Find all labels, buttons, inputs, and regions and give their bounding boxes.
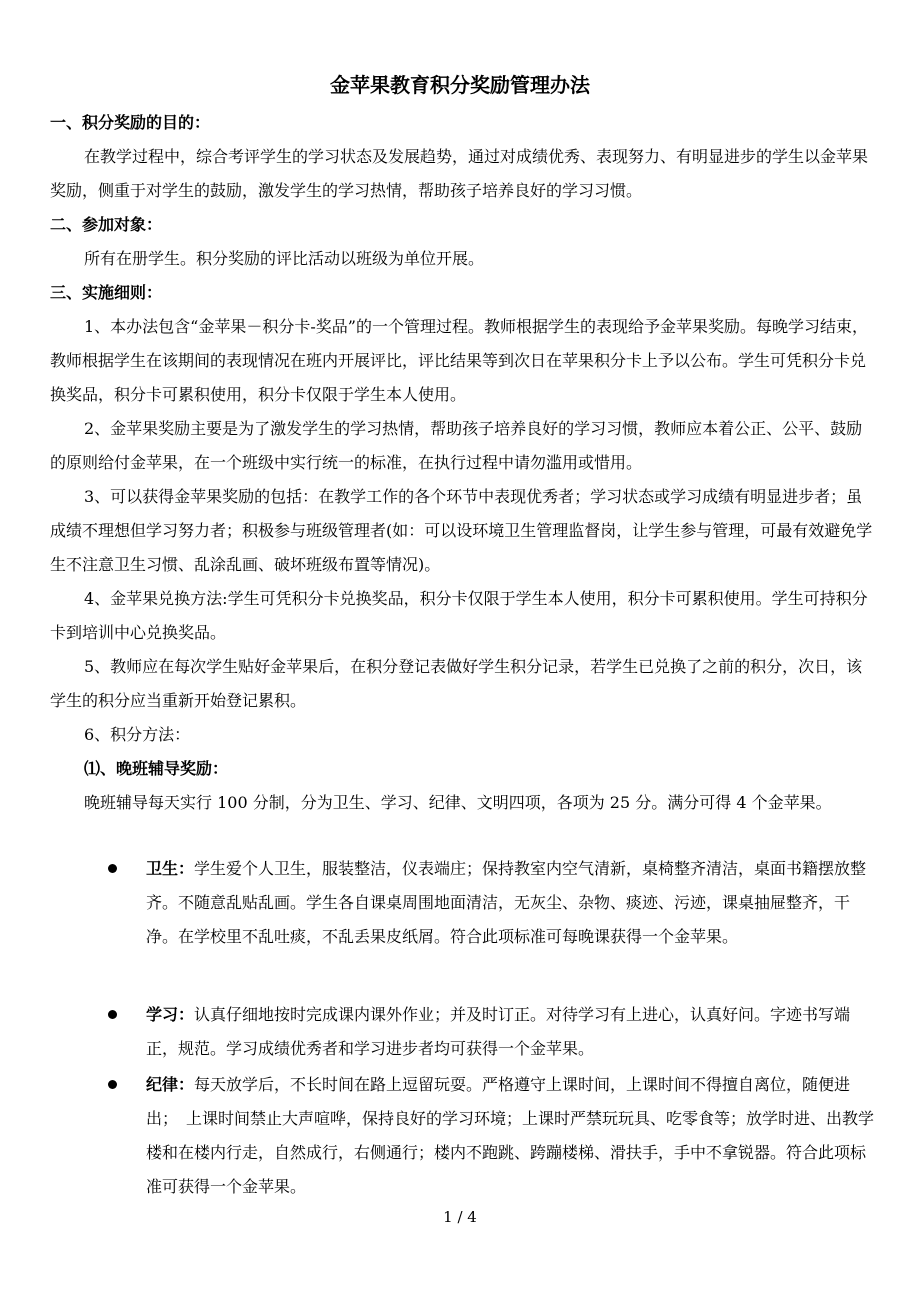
section-2-text: 所有在册学生。积分奖励的评比活动以班级为单位开展。 — [84, 249, 485, 268]
bullet-dot-icon — [108, 1010, 117, 1019]
section-1-heading: 一、积分奖励的目的： — [50, 113, 211, 132]
bullet-label: 卫生： — [146, 859, 195, 878]
bullet-dot-icon — [108, 1080, 117, 1089]
bullet-text: 认真仔细地按时完成课内课外作业；并及时订正。对待学习有上进心，认真好问。字迹书写端正，规范。学习成绩优秀者和学习进步者均可获得一个金苹果。 — [146, 1005, 851, 1058]
rule-2: 2、金苹果奖励主要是为了激发学生的学习热情，帮助孩子培养良好的学习习惯，教师应本着公正、公平、鼓励的原则给付金苹果，在一个班级中实行统一的标准，在执行过程中请勿滥用或惜用。 — [50, 419, 863, 472]
section-3-heading: 三、实施细则： — [50, 283, 163, 302]
page-title: 金苹果教育积分奖励管理办法 — [330, 73, 590, 97]
bullet-label: 纪律： — [146, 1075, 195, 1094]
section-2-heading: 二、参加对象： — [50, 215, 163, 234]
bullet-text: 学生爱个人卫生，服装整洁，仪表端庄；保持教室内空气清新，桌椅整齐清洁，桌面书籍摆放整齐。不随意乱贴乱画。学生各自课桌周围地面清洁，无灰尘、杂物、痰迹、污迹，课桌抽屉整齐，干净。在学校里不乱吐痰，不乱丢果皮纸屑。符合此项标准可每晚课获得一个金苹果。 — [146, 859, 867, 946]
bullet-dot-icon — [108, 864, 117, 873]
page-number: 1 / 4 — [443, 1208, 477, 1226]
bullet-text: 每天放学后，不长时间在路上逗留玩耍。严格遵守上课时间，上课时间不得擅自离位，随便进出； 上课时间禁止大声喧哗，保持良好的学习环境；上课时严禁玩玩具、吃零食等；放学时进、出教学楼和在楼内行走，自然成行，右侧通行；楼内不跑跳、跨蹦楼梯、滑扶手，手中不拿锐器。符合此项标准可获得一个金苹果。 — [146, 1075, 875, 1196]
rule-3: 3、可以获得金苹果奖励的包括：在教学工作的各个环节中表现优秀者；学习状态或学习成绩有明显进步者；虽成绩不理想但学习努力者；积极参与班级管理者(如：可以设环境卫生管理监督岗，让学生参与管理，可最有效避免学生不注意卫生习惯、乱涂乱画、破坏班级布置等情况)。 — [50, 487, 873, 574]
bullet-discipline — [114, 1068, 874, 1204]
sub-text: 晚班辅导每天实行 100 分制，分为卫生、学习、纪律、文明四项，各项为 25 分。满分可得 4 个金苹果。 — [84, 793, 832, 812]
rule-6: 6、积分方法： — [84, 725, 191, 744]
bullet-label: 学习： — [146, 1005, 195, 1024]
section-1-text: 在教学过程中，综合考评学生的学习状态及发展趋势，通过对成绩优秀、表现努力、有明显进步的学生以金苹果奖励，侧重于对学生的鼓励，激发学生的学习热情，帮助孩子培养良好的学习习惯。 — [50, 147, 869, 200]
rule-5: 5、教师应在每次学生贴好金苹果后，在积分登记表做好学生积分记录，若学生已兑换了之前的积分，次日，该学生的积分应当重新开始登记累积。 — [50, 657, 863, 710]
sub-heading: ⑴、晚班辅导奖励： — [84, 759, 229, 778]
rule-4: 4、金苹果兑换方法:学生可凭积分卡兑换奖品，积分卡仅限于学生本人使用，积分卡可累积使用。学生可持积分卡到培训中心兑换奖品。 — [50, 589, 868, 642]
bullet-study — [114, 998, 874, 1066]
rule-1: 1、本办法包含“金苹果－积分卡-奖品”的一个管理过程。教师根据学生的表现给予金苹果奖励。每晚学习结束，教师根据学生在该期间的表现情况在班内开展评比，评比结果等到次日在苹果积分卡上予以公布。学生可凭积分卡兑换奖品，积分卡可累积使用，积分卡仅限于学生本人使用。 — [50, 317, 868, 404]
bullet-hygiene — [114, 852, 874, 954]
